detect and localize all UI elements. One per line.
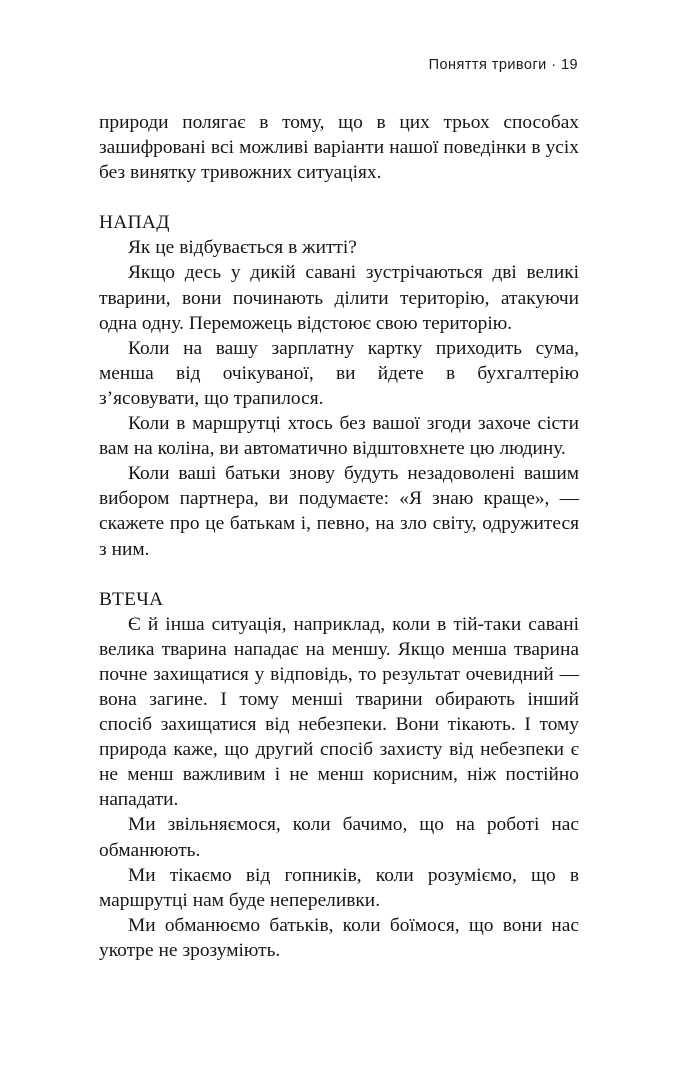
paragraph-vtecha-2: Ми звільняємося, коли бачимо, що на роботі нас обманюють. — [99, 814, 579, 861]
section-heading-vtecha: ВТЕЧА — [99, 588, 164, 610]
paragraph-vtecha-1: Є й інша ситуація, наприклад, коли в тій-таки савані велика тварина нападає на меншу. Якщо менша тварина почне захищатися у відповідь, то результат очевидний — вона загине. І тому менші тварини обирають інший спосіб захищатися від небезпеки. Вони тікають. І тому природа каже, що другий спосіб захисту від небезпеки є не менш важливим і не менш корисним, ніж постійно нападати. — [99, 613, 579, 811]
paragraph-napad-2: Якщо десь у дикій савані зустрічаються дві великі тварини, вони починають ділити територію, атакуючи одна одну. Переможець відстоює свою територію. — [99, 262, 579, 334]
paragraph-napad-5: Коли ваші батьки знову будуть незадоволені вашим вибором партнера, ви подумаєте: «Я знаю краще», — скажете про це батькам і, певно, на зло світу, одружитеся з ним. — [99, 463, 579, 560]
continued-paragraph: природи полягає в тому, що в цих трьох способах зашифровані всі можливі варіанти нашої поведінки в усіх без винятку тривожних ситуаціях. — [99, 112, 579, 184]
paragraph-napad-3: Коли на вашу зарплатну картку приходить сума, менша від очікуваної, ви йдете в бухгалтерію з’ясовувати, що трапилося. — [99, 337, 579, 409]
paragraph-vtecha-3: Ми тікаємо від гопників, коли розуміємо, що в маршрутці нам буде непереливки. — [99, 864, 579, 911]
page-text-block — [99, 110, 579, 963]
paragraph-napad-1: Як це відбувається в житті? — [128, 237, 357, 259]
running-head: Поняття тривоги · 19 — [428, 57, 578, 73]
section-heading-napad: НАПАД — [99, 212, 170, 234]
paragraph-napad-4: Коли в маршрутці хтось без вашої згоди захоче сісти вам на коліна, ви автоматично відштовхнете цю людину. — [99, 413, 579, 460]
paragraph-vtecha-4: Ми обманюємо батьків, коли боїмося, що вони нас укотре не зрозуміють. — [99, 914, 579, 961]
